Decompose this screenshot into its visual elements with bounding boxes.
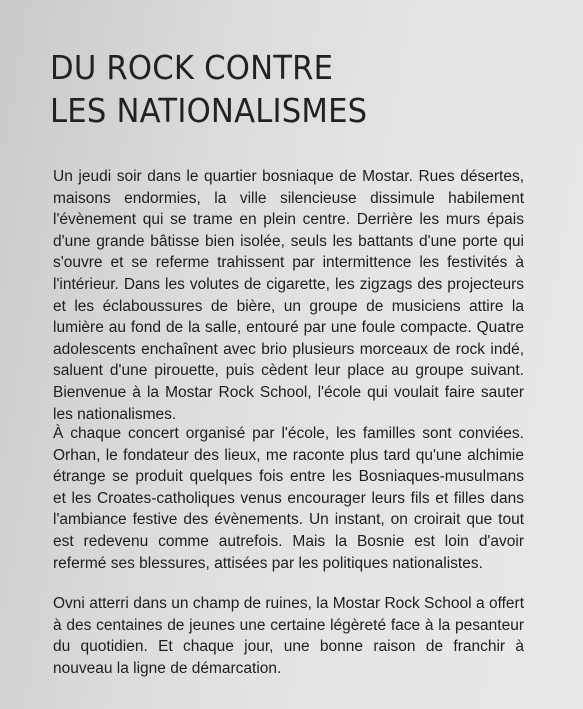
- paragraph-intro: Un jeudi soir dans le quartier bosniaque de Mostar. Rues désertes, maisons endormies, la ville silencieuse dissimule habilement l'évènement qui se trame en plein centre. Derrière les murs épais d'une grande bâtisse bien isolée, seuls les battants d'une porte qui s'ouvre et se referme trahissent par intermittence les festivités à l'intérieur. Dans les volutes de cigarette, les zigzags des projecteurs et les éclaboussures de bière, un groupe de musiciens attire la lumière au fond de la salle, entouré par une foule compacte. Quatre adolescents enchaînent avec brio plusieurs morceaux de rock indé, saluent d'une pirouette, puis cèdent leur place au groupe suivant. Bienvenue à la Mostar Rock School, l'école qui voulait faire sauter les nationalismes.: [53, 168, 524, 423]
- page-title: [50, 46, 367, 132]
- title-line-2: LES NATIONALISMES: [50, 91, 368, 130]
- title-line-1: DU ROCK CONTRE: [50, 48, 334, 87]
- paragraph-concerts: À chaque concert organisé par l'école, les familles sont conviées. Orhan, le fondateur des lieux, me raconte plus tard qu'une alchimie étrange se produit quelques fois entre les Bosniaques-musulmans et les Croates-catholiques venus encourager leurs fils et filles dans l'ambiance festive des évènements. Un instant, on croirait que tout est redevenu comme autrefois. Mais la Bosnie est loin d'avoir refermé ses blessures, attisées par les politiques nationalistes.: [53, 425, 524, 572]
- paragraph-conclusion: Ovni atterri dans un champ de ruines, la Mostar Rock School a offert à des centaines de jeunes une certaine légèreté face à la pesanteur du quotidien. Et chaque jour, une bonne raison de franchir à nouveau la ligne de démarcation.: [53, 595, 524, 677]
